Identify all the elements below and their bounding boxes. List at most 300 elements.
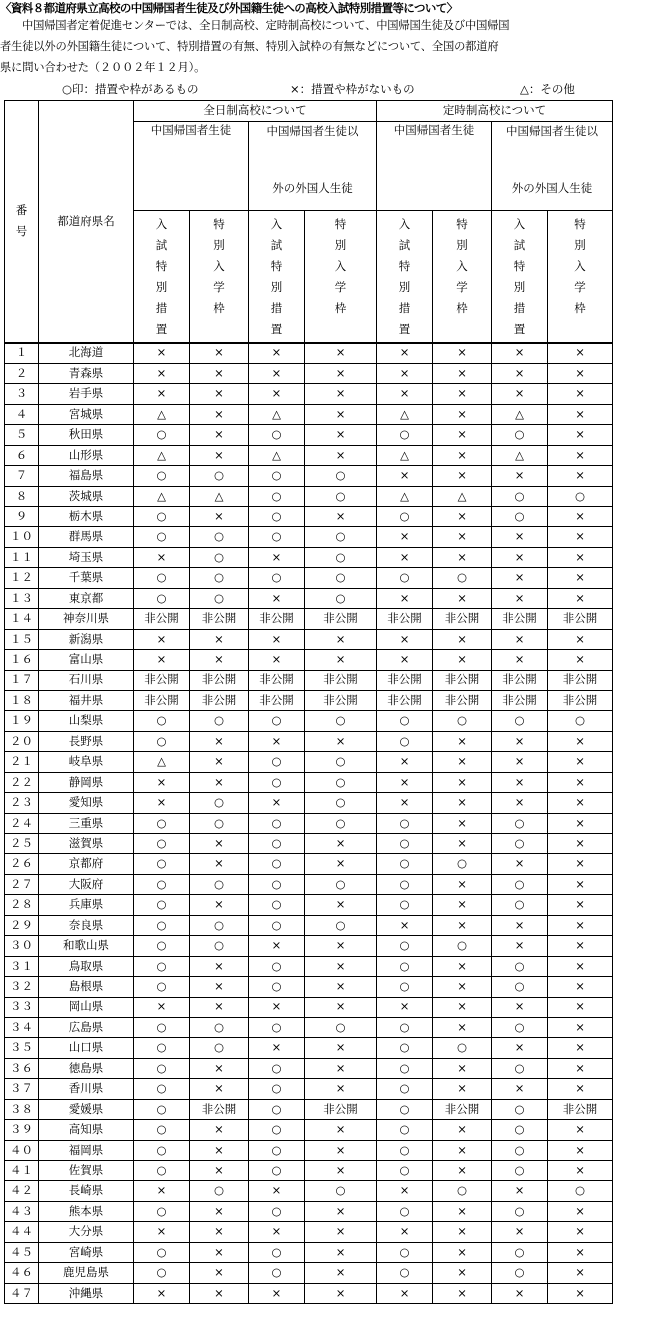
status-cell: △ [492,445,548,465]
status-cell: △ [377,486,433,506]
row-number: ４０ [5,1140,39,1160]
status-cell: △ [249,445,305,465]
status-cell: ○ [377,425,433,445]
status-cell: ○ [433,936,492,956]
header-special-quota [190,211,249,343]
status-cell: × [492,936,548,956]
status-cell: 非公開 [249,670,305,690]
status-cell: ○ [134,1201,190,1221]
status-cell: ○ [492,486,548,506]
status-cell: × [377,1181,433,1201]
status-cell: × [190,425,249,445]
status-cell: × [492,527,548,547]
row-number: ２０ [5,731,39,751]
header-fulltime-foreign: 中国帰国者生徒以 [249,122,377,143]
prefecture-name: 岐阜県 [39,752,134,772]
status-cell: × [492,772,548,792]
row-number: ２３ [5,793,39,813]
prefecture-name: 佐賀県 [39,1161,134,1181]
measures-table [4,100,613,1304]
status-cell: ○ [249,1079,305,1099]
status-cell: × [433,915,492,935]
status-cell: × [377,343,433,364]
row-number: １９ [5,711,39,731]
legend-circle: ○印：措置や枠があるもの [62,82,199,96]
table-row [5,629,613,649]
status-cell: × [433,384,492,404]
status-cell: × [433,507,492,527]
status-cell: × [190,997,249,1017]
status-cell: 非公開 [492,609,548,629]
table-row [5,384,613,404]
status-cell: ○ [249,1058,305,1078]
status-cell: ○ [377,1099,433,1119]
status-cell: × [305,425,377,445]
row-number: ２７ [5,874,39,894]
status-cell: × [548,1242,613,1262]
status-cell: ○ [249,854,305,874]
status-cell: ○ [190,1017,249,1037]
prefecture-name: 岩手県 [39,384,134,404]
status-cell: 非公開 [305,1099,377,1119]
status-cell: × [492,997,548,1017]
status-cell: × [305,404,377,424]
table-row [5,936,613,956]
prefecture-name: 熊本県 [39,1201,134,1221]
header-fulltime-foreign-2: 外の外国人生徒 [249,142,377,211]
prefecture-name: 愛知県 [39,793,134,813]
status-cell: ○ [377,1038,433,1058]
status-cell: ○ [249,813,305,833]
row-number: ２６ [5,854,39,874]
header-parttime: 定時制高校について [377,101,613,122]
prefecture-name: 石川県 [39,670,134,690]
header-special-measure-label: 入 試 特 別 措 置 [155,217,168,336]
status-cell: × [377,466,433,486]
status-cell: 非公開 [548,670,613,690]
table-row [5,915,613,935]
status-cell: ○ [249,568,305,588]
row-number: ３２ [5,977,39,997]
table-row [5,1099,613,1119]
status-cell: × [548,1263,613,1283]
status-cell: × [305,1242,377,1262]
status-cell: × [492,854,548,874]
status-cell: × [548,1222,613,1242]
row-number: ７ [5,466,39,486]
status-cell: ○ [134,895,190,915]
table-row [5,609,613,629]
status-cell: × [190,977,249,997]
status-cell: ○ [305,486,377,506]
status-cell: ○ [433,568,492,588]
status-cell: × [548,466,613,486]
status-cell: ○ [305,568,377,588]
row-number: ３３ [5,997,39,1017]
row-number: ６ [5,445,39,465]
status-cell: ○ [190,547,249,567]
status-cell: ○ [492,834,548,854]
status-cell: × [305,650,377,670]
status-cell: ○ [492,813,548,833]
status-cell: × [433,1058,492,1078]
status-cell: × [433,1201,492,1221]
table-row [5,772,613,792]
row-number: ３１ [5,956,39,976]
status-cell: 非公開 [492,690,548,710]
status-cell: × [305,343,377,364]
status-cell: ○ [134,1120,190,1140]
status-cell: × [134,1181,190,1201]
table-row [5,466,613,486]
table-row [5,997,613,1017]
status-cell: ○ [305,813,377,833]
status-cell: 非公開 [134,609,190,629]
status-cell: × [190,1161,249,1181]
status-cell: × [377,629,433,649]
status-cell: ○ [249,507,305,527]
status-cell: 非公開 [190,609,249,629]
status-cell: ○ [190,711,249,731]
status-cell: × [249,1038,305,1058]
status-cell: × [190,650,249,670]
prefecture-name: 岡山県 [39,997,134,1017]
status-cell: ○ [134,977,190,997]
row-number: １１ [5,547,39,567]
status-cell: ○ [249,1242,305,1262]
status-cell: × [249,650,305,670]
status-cell: × [190,834,249,854]
prefecture-name: 広島県 [39,1017,134,1037]
status-cell: △ [377,445,433,465]
document-title: 〈資料８都道府県立高校の中国帰国者生徒及び外国籍生徒への高校入試特別措置等について〉 [0,1,458,15]
status-cell: ○ [433,1038,492,1058]
status-cell: 非公開 [190,670,249,690]
status-cell: × [134,650,190,670]
status-cell: ○ [492,1201,548,1221]
prefecture-name: 鳥取県 [39,956,134,976]
status-cell: × [433,425,492,445]
status-cell: × [249,363,305,383]
header-special-quota-label: 特 別 入 学 枠 [574,217,586,315]
status-cell: 非公開 [548,690,613,710]
status-cell: × [548,568,613,588]
header-special-quota-label: 特 別 入 学 枠 [334,217,347,315]
status-cell: 非公開 [377,690,433,710]
row-number: ４５ [5,1242,39,1262]
prefecture-name: 滋賀県 [39,834,134,854]
status-cell: × [548,629,613,649]
status-cell: × [190,1120,249,1140]
table-row [5,1140,613,1160]
status-cell: ○ [433,711,492,731]
status-cell: ○ [305,547,377,567]
status-cell: × [134,793,190,813]
status-cell: × [548,834,613,854]
status-cell: 非公開 [433,609,492,629]
status-cell: ○ [249,752,305,772]
prefecture-name: 群馬県 [39,527,134,547]
status-cell: ○ [377,568,433,588]
status-cell: × [305,1283,377,1303]
status-cell: × [305,1038,377,1058]
status-cell: ○ [134,466,190,486]
status-cell: × [433,772,492,792]
prefecture-name: 奈良県 [39,915,134,935]
status-cell: ○ [377,977,433,997]
status-cell: × [492,1079,548,1099]
status-cell: ○ [377,711,433,731]
status-cell: × [433,650,492,670]
status-cell: × [249,1222,305,1242]
status-cell: ○ [377,1201,433,1221]
status-cell: ○ [492,895,548,915]
status-cell: × [377,1283,433,1303]
status-cell: × [190,1222,249,1242]
status-cell: × [548,1120,613,1140]
status-cell: × [190,1283,249,1303]
row-number: ３８ [5,1099,39,1119]
status-cell: × [377,752,433,772]
status-cell: ○ [190,1181,249,1201]
status-cell: ○ [134,813,190,833]
status-cell: ○ [492,1017,548,1037]
row-number: ５ [5,425,39,445]
status-cell: ○ [134,568,190,588]
table-row [5,1263,613,1283]
status-cell: ○ [548,486,613,506]
status-cell: ○ [134,1099,190,1119]
status-cell: △ [249,404,305,424]
status-cell: × [548,1140,613,1160]
status-cell: × [134,343,190,364]
status-cell: × [305,731,377,751]
status-cell: × [190,772,249,792]
prefecture-name: 茨城県 [39,486,134,506]
status-cell: × [548,936,613,956]
status-cell: 非公開 [548,1099,613,1119]
status-cell: ○ [134,711,190,731]
prefecture-name: 鹿児島県 [39,1263,134,1283]
status-cell: × [249,629,305,649]
prefecture-name: 沖縄県 [39,1283,134,1303]
row-number: ３ [5,384,39,404]
status-cell: 非公開 [190,1099,249,1119]
status-cell: ○ [305,588,377,608]
status-cell: × [433,1161,492,1181]
prefecture-name: 大阪府 [39,874,134,894]
status-cell: × [548,997,613,1017]
status-cell: × [433,527,492,547]
status-cell: ○ [134,1058,190,1078]
status-cell: × [433,1242,492,1262]
status-cell: ○ [305,874,377,894]
status-cell: × [492,384,548,404]
status-cell: × [548,915,613,935]
table-row [5,425,613,445]
status-cell: × [134,1283,190,1303]
row-number: ２９ [5,915,39,935]
status-cell: ○ [249,1263,305,1283]
status-cell: ○ [134,874,190,894]
header-fulltime: 全日制高校について [134,101,377,122]
status-cell: ○ [190,527,249,547]
table-row [5,1079,613,1099]
status-cell: × [433,1079,492,1099]
prefecture-name: 京都府 [39,854,134,874]
status-cell: 非公開 [377,609,433,629]
status-cell: ○ [190,588,249,608]
table-row [5,588,613,608]
status-cell: × [433,445,492,465]
status-cell: × [548,1017,613,1037]
header-prefecture: 都道府県名 [39,101,134,343]
status-cell: 非公開 [134,690,190,710]
row-number: １６ [5,650,39,670]
table-header [5,101,613,343]
status-cell: ○ [305,466,377,486]
prefecture-name: 山口県 [39,1038,134,1058]
row-number: ２５ [5,834,39,854]
table-row [5,752,613,772]
status-cell: ○ [377,731,433,751]
status-cell: × [548,343,613,364]
header-special-measure-label: 入 試 特 別 措 置 [270,217,283,336]
status-cell: × [433,1120,492,1140]
status-cell: × [548,425,613,445]
row-number: ４２ [5,1181,39,1201]
row-number: ３４ [5,1017,39,1037]
row-number: ４６ [5,1263,39,1283]
status-cell: × [548,874,613,894]
status-cell: × [377,650,433,670]
status-cell: × [548,813,613,833]
status-cell: ○ [134,588,190,608]
row-number: ２１ [5,752,39,772]
status-cell: × [249,343,305,364]
table-row [5,874,613,894]
prefecture-name: 長崎県 [39,1181,134,1201]
row-number: ４３ [5,1201,39,1221]
status-cell: × [305,977,377,997]
status-cell: × [548,445,613,465]
status-cell: ○ [249,466,305,486]
table-row [5,690,613,710]
status-cell: × [377,1222,433,1242]
row-number: １２ [5,568,39,588]
status-cell: × [548,507,613,527]
table-row [5,547,613,567]
status-cell: × [548,731,613,751]
status-cell: ○ [249,772,305,792]
header-special-measure [492,211,548,343]
header-parttime-foreign: 中国帰国者生徒以 [492,122,613,143]
status-cell: ○ [134,1242,190,1262]
header-parttime-returnee: 中国帰国者生徒 [377,122,492,211]
row-number: ９ [5,507,39,527]
header-special-measure [134,211,190,343]
status-cell: × [492,568,548,588]
table-row [5,1120,613,1140]
status-cell: × [433,1263,492,1283]
status-cell: × [492,650,548,670]
status-cell: × [190,956,249,976]
status-cell: × [134,629,190,649]
status-cell: ○ [305,711,377,731]
prefecture-name: 高知県 [39,1120,134,1140]
status-cell: ○ [377,1242,433,1262]
table-row [5,1181,613,1201]
prefecture-name: 山形県 [39,445,134,465]
status-cell: ○ [249,425,305,445]
status-cell: × [433,404,492,424]
status-cell: ○ [377,895,433,915]
status-cell: × [249,588,305,608]
status-cell: ○ [377,507,433,527]
status-cell: ○ [134,915,190,935]
status-cell: × [433,834,492,854]
status-cell: △ [433,486,492,506]
status-cell: × [190,507,249,527]
status-cell: 非公開 [433,1099,492,1119]
status-cell: × [305,834,377,854]
status-cell: ○ [134,1017,190,1037]
status-cell: × [190,895,249,915]
row-number: ４４ [5,1222,39,1242]
status-cell: 非公開 [377,670,433,690]
status-cell: ○ [492,1161,548,1181]
header-number-label: 番 号 [15,203,28,239]
status-cell: ○ [190,1038,249,1058]
status-cell: × [305,384,377,404]
prefecture-name: 香川県 [39,1079,134,1099]
table-row [5,486,613,506]
status-cell: × [190,384,249,404]
status-cell: × [492,915,548,935]
status-cell: 非公開 [249,609,305,629]
status-cell: ○ [249,834,305,854]
status-cell: ○ [249,1099,305,1119]
status-cell: × [190,1201,249,1221]
status-cell: × [548,752,613,772]
status-cell: × [377,588,433,608]
header-special-quota [305,211,377,343]
status-cell: × [492,466,548,486]
status-cell: ○ [492,1120,548,1140]
prefecture-name: 山梨県 [39,711,134,731]
status-cell: × [249,997,305,1017]
status-cell: × [305,956,377,976]
status-cell: × [190,363,249,383]
status-cell: × [377,915,433,935]
status-cell: ○ [492,977,548,997]
prefecture-name: 三重県 [39,813,134,833]
table-row [5,793,613,813]
status-cell: ○ [134,1038,190,1058]
status-cell: × [433,874,492,894]
status-cell: ○ [377,813,433,833]
table-row [5,1283,613,1303]
prefecture-name: 愛媛県 [39,1099,134,1119]
status-cell: × [305,363,377,383]
status-cell: × [190,1079,249,1099]
prefecture-name: 宮崎県 [39,1242,134,1262]
row-number: ２８ [5,895,39,915]
status-cell: × [492,547,548,567]
status-cell: ○ [134,936,190,956]
status-cell: ○ [190,936,249,956]
table-row [5,895,613,915]
